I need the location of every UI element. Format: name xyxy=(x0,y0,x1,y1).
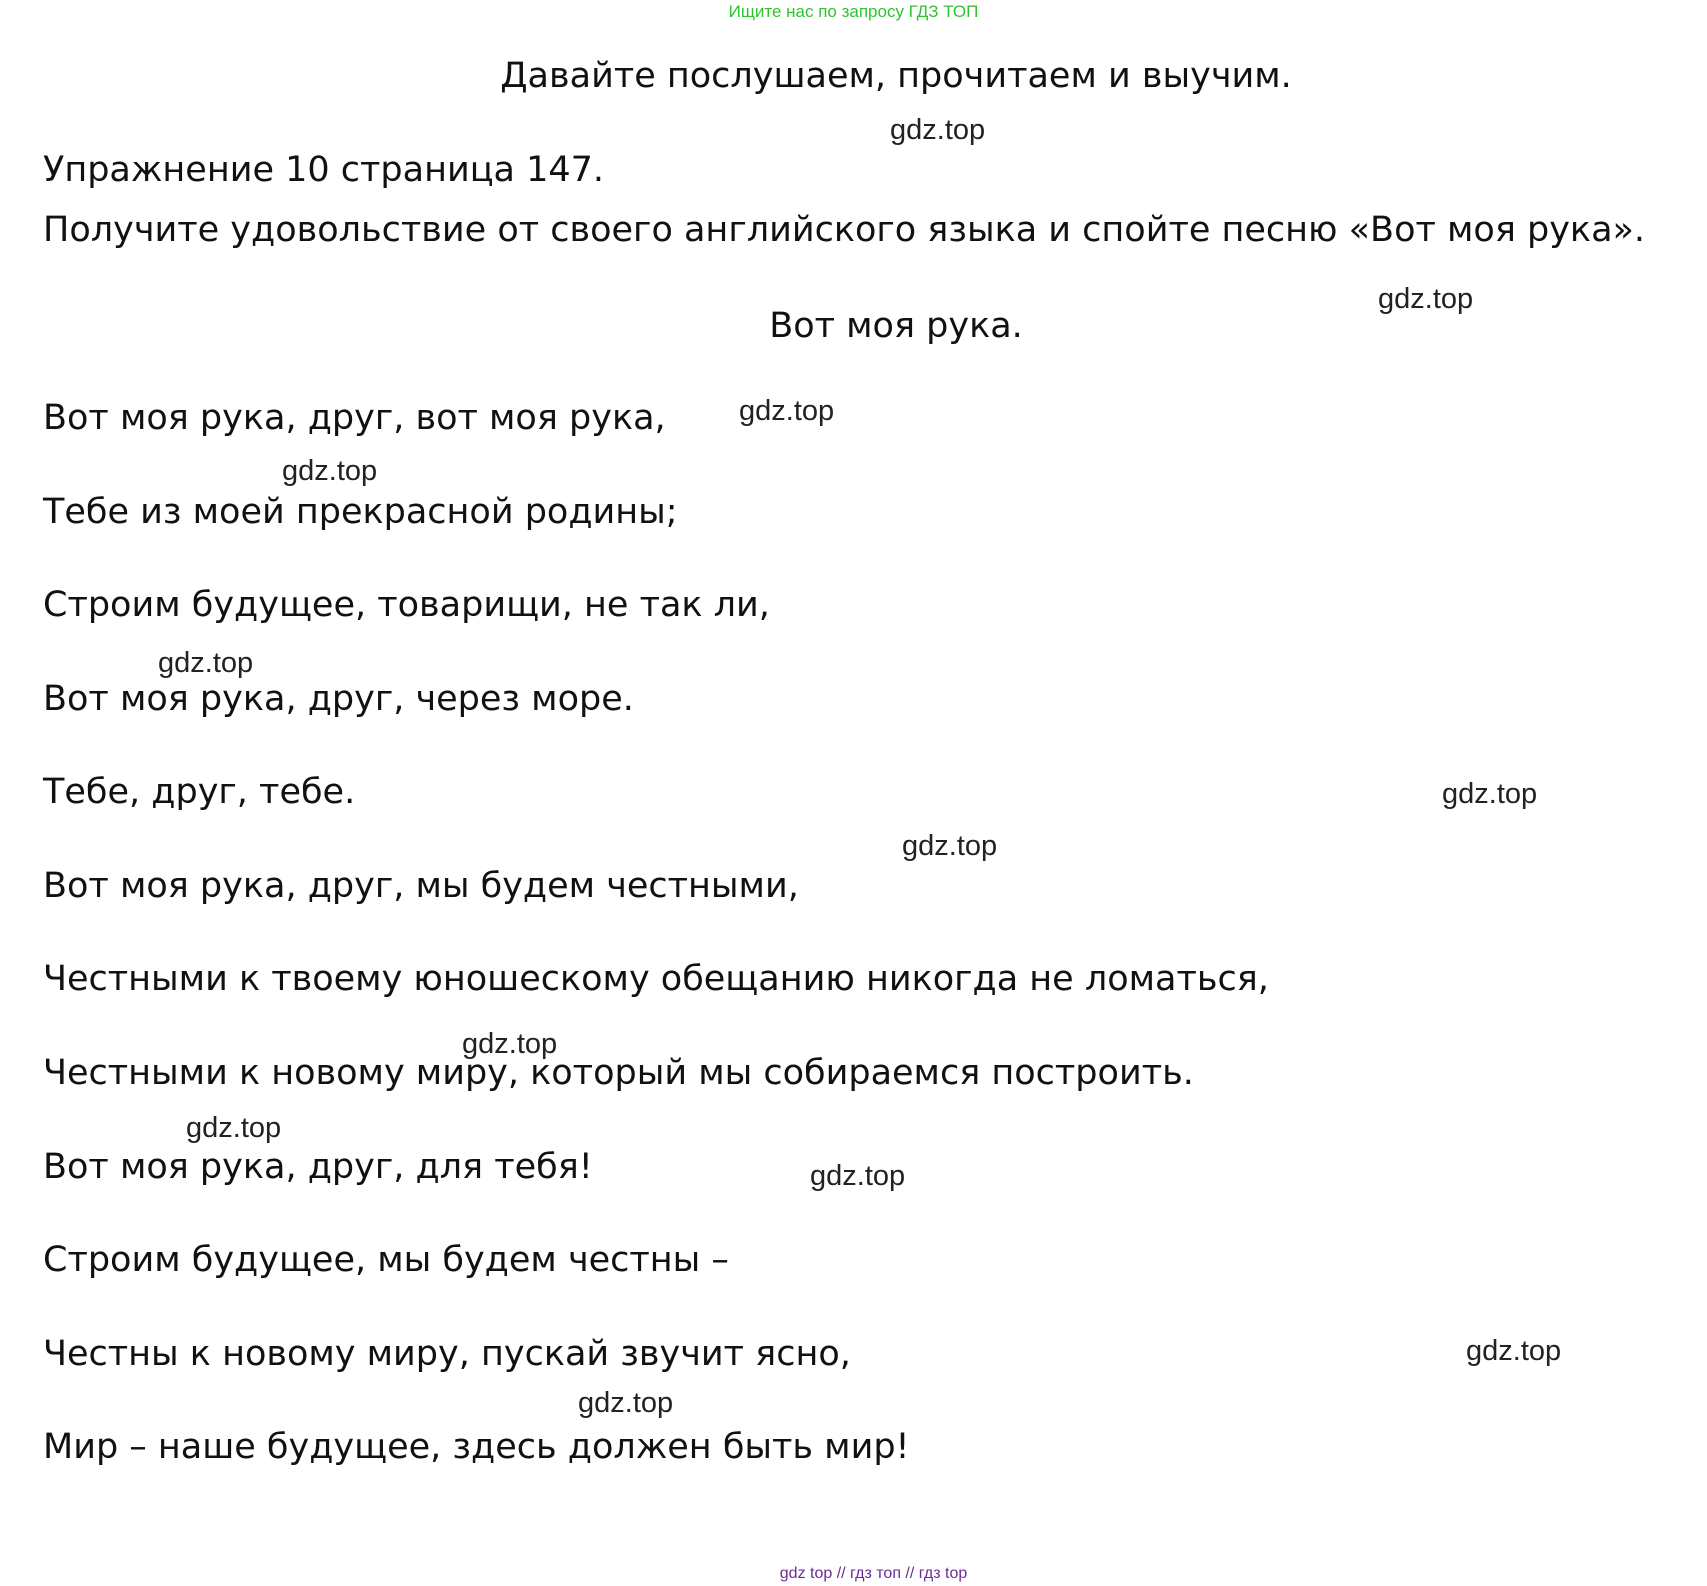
watermark: gdz.top xyxy=(186,1112,282,1144)
top-banner: Ищите нас по запросу ГДЗ ТОП xyxy=(728,2,979,21)
lyric-line: Вот моя рука, друг, для тебя! xyxy=(43,1147,593,1187)
lyric-line: Строим будущее, товарищи, не так ли, xyxy=(43,585,770,625)
watermark: gdz.top xyxy=(1466,1335,1562,1367)
lyric-line: Тебе, друг, тебе. xyxy=(43,772,356,812)
watermark: gdz.top xyxy=(282,455,378,487)
watermark: gdz.top xyxy=(158,647,254,679)
lyric-line: Тебе из моей прекрасной родины; xyxy=(43,492,678,532)
exercise-heading: Упражнение 10 страница 147. xyxy=(43,150,605,190)
section-title: Давайте послушаем, прочитаем и выучим. xyxy=(500,56,1292,96)
lyric-line: Честными к твоему юношескому обещанию никогда не ломаться, xyxy=(43,959,1269,999)
watermark: gdz.top xyxy=(902,830,998,862)
watermark: gdz.top xyxy=(810,1160,906,1192)
watermark: gdz.top xyxy=(1442,778,1538,810)
lyric-line: Честными к новому миру, который мы собираемся построить. xyxy=(43,1053,1194,1093)
exercise-instruction: Получите удовольствие от своего английского языка и спойте песню «Вот моя рука». xyxy=(43,210,1646,250)
watermark: gdz.top xyxy=(462,1028,558,1060)
watermark: gdz.top xyxy=(890,114,986,146)
footer-links: gdz top // гдз топ // гдз top xyxy=(779,1565,968,1582)
lyric-line: Вот моя рука, друг, мы будем честными, xyxy=(43,866,799,906)
watermark: gdz.top xyxy=(1378,283,1474,315)
lyric-line: Честны к новому миру, пускай звучит ясно, xyxy=(43,1334,851,1374)
lyric-line: Строим будущее, мы будем честны – xyxy=(43,1240,729,1280)
watermark: gdz.top xyxy=(578,1387,674,1419)
lyric-line: Мир – наше будущее, здесь должен быть мир! xyxy=(43,1427,910,1467)
song-title: Вот моя рука. xyxy=(769,306,1023,346)
watermark: gdz.top xyxy=(739,395,835,427)
lyric-line: Вот моя рука, друг, вот моя рука, xyxy=(43,398,666,438)
lyric-line: Вот моя рука, друг, через море. xyxy=(43,679,634,719)
